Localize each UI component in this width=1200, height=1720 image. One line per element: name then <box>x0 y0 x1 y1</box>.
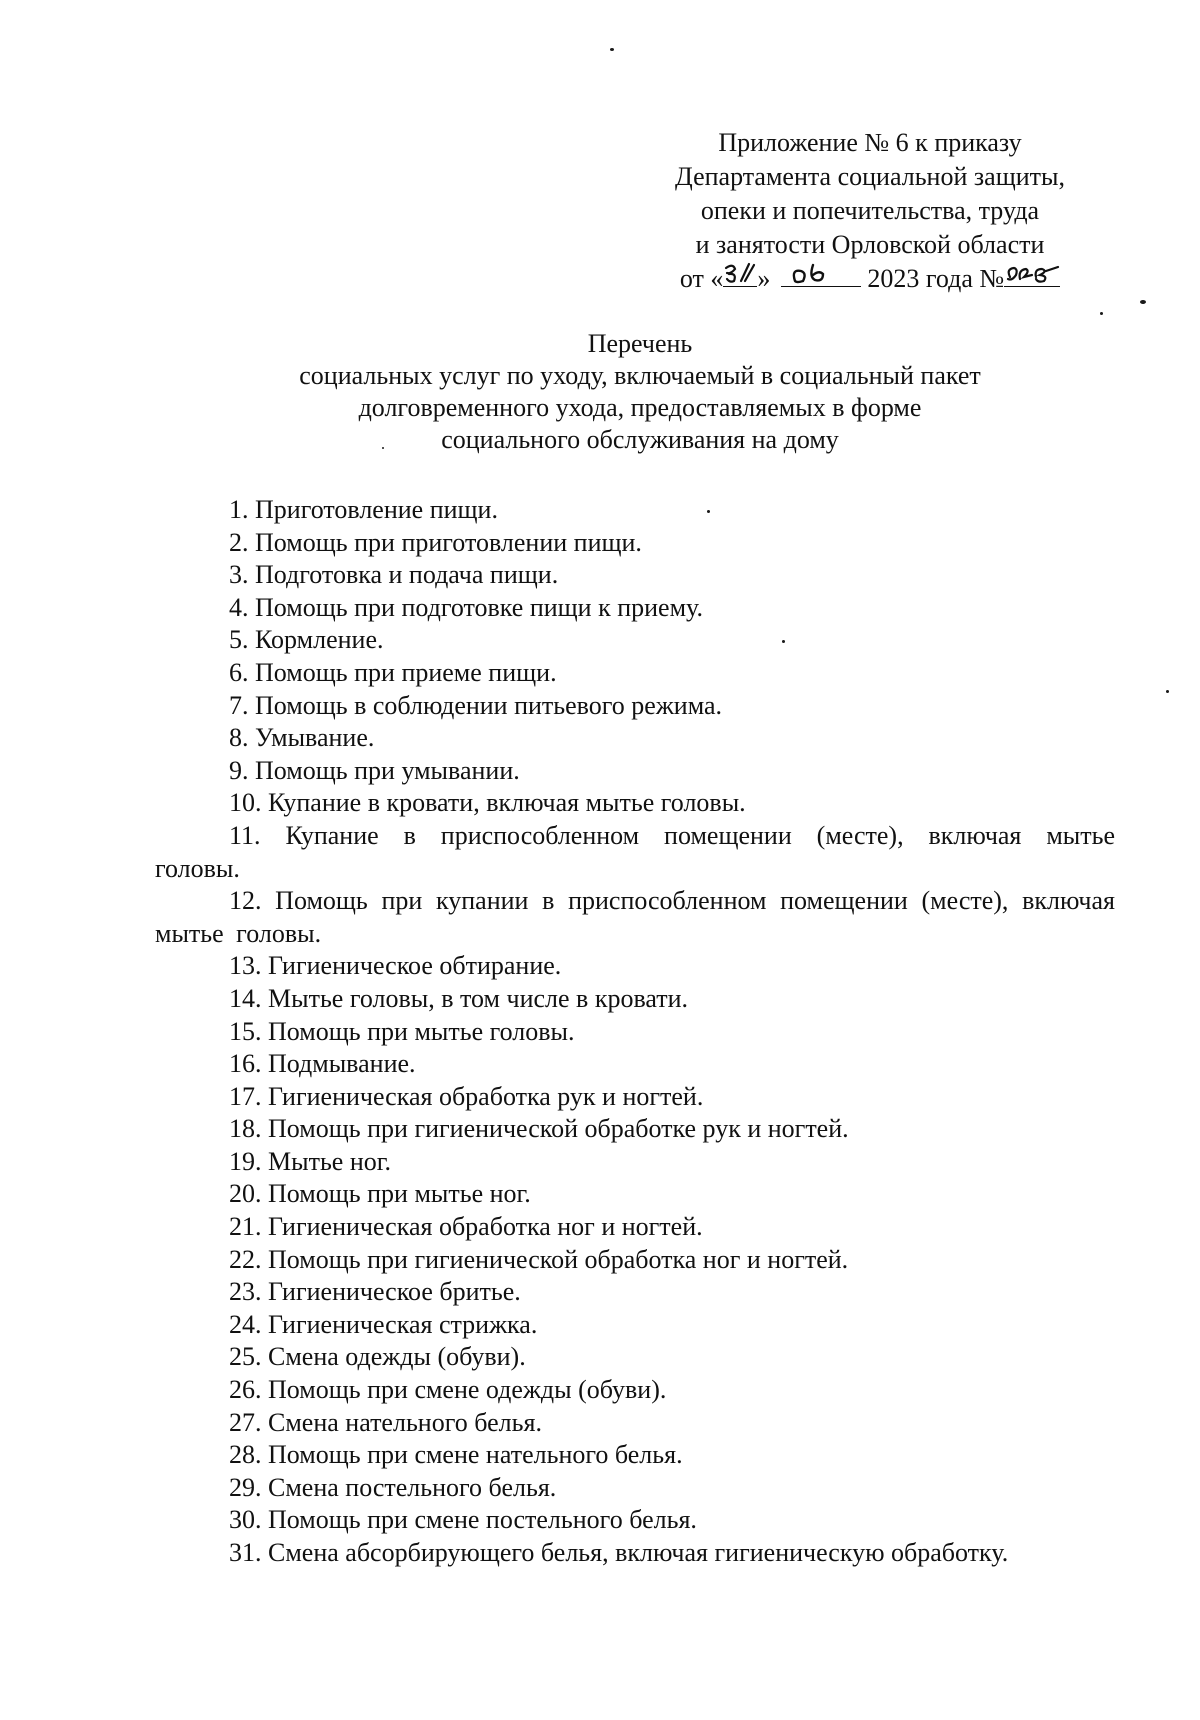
list-item: 10. Купание в кровати, включая мытье головы. <box>229 788 746 818</box>
handwritten-number-signature-icon <box>1004 261 1060 285</box>
date-prefix: от « <box>679 264 724 293</box>
list-item: 17. Гигиеническая обработка рук и ногтей. <box>229 1081 704 1111</box>
date-suffix: 2023 года № <box>860 264 1005 293</box>
scan-speck <box>610 48 614 51</box>
list-item: 19. Мытье ног. <box>229 1146 391 1176</box>
title-line-1: Перечень <box>587 329 693 358</box>
date-mid: » <box>757 264 771 293</box>
list-item: 5. Кормление. <box>229 625 384 655</box>
list-item: 30. Помощь при смене постельного белья. <box>229 1505 697 1535</box>
list-item: 11. Купание в приспособленном помещении (месте), включая мытье головы. <box>155 820 1115 883</box>
header-line-4: и занятости Орловской области <box>695 230 1045 259</box>
document-title <box>160 328 1120 456</box>
list-item: 25. Смена одежды (обуви). <box>229 1342 526 1372</box>
header-line-2: Департамента социальной защиты, <box>675 162 1065 191</box>
list-item: 23. Гигиеническое бритье. <box>229 1277 521 1307</box>
title-line-3: долговременного ухода, предоставляемых в форме <box>358 393 922 422</box>
list-item: 14. Мытье головы, в том числе в кровати. <box>229 983 689 1013</box>
list-item: 1. Приготовление пищи. <box>229 495 498 524</box>
scan-speck <box>1100 312 1103 315</box>
list-item: 21. Гигиеническая обработка ног и ногтей. <box>229 1212 703 1242</box>
list-item: 28. Помощь при смене нательного белья. <box>229 1440 683 1470</box>
list-item: 4. Помощь при подготовке пищи к приему. <box>229 592 703 622</box>
handwritten-order-number <box>1004 262 1060 287</box>
header-line-3: опеки и попечительства, труда <box>700 196 1040 225</box>
list-item: 20. Помощь при мытье ног. <box>229 1179 531 1209</box>
list-item: 15. Помощь при мытье головы. <box>229 1016 575 1046</box>
list-item: 16. Подмывание. <box>229 1049 416 1079</box>
list-item: 6. Помощь при приеме пищи. <box>229 657 557 687</box>
title-line-4: социального обслуживания на дому <box>441 425 839 454</box>
handwritten-day <box>723 262 757 287</box>
list-item: 13. Гигиеническое обтирание. <box>229 951 562 981</box>
handwritten-day-signature-icon <box>723 261 757 285</box>
list-item: 18. Помощь при гигиенической обработке рук и ногтей. <box>229 1114 849 1144</box>
list-item: 7. Помощь в соблюдении питьевого режима. <box>229 690 723 720</box>
list-item: 31. Смена абсорбирующего белья, включая гигиеническую обработку. <box>229 1538 1009 1567</box>
list-item: 2. Помощь при приготовлении пищи. <box>229 527 642 557</box>
scan-speck <box>1140 300 1146 304</box>
order-date-line <box>640 262 1100 296</box>
header-line-1: Приложение № 6 к приказу <box>718 128 1022 157</box>
services-list <box>155 494 1115 1570</box>
list-item: 8. Умывание. <box>229 723 375 753</box>
list-item: 3. Подготовка и подача пищи. <box>229 560 559 590</box>
title-line-2: социальных услуг по уходу, включаемый в социальный пакет <box>299 361 981 390</box>
handwritten-month-signature-icon <box>781 261 861 285</box>
list-item: 27. Смена нательного белья. <box>229 1407 542 1437</box>
list-item: 9. Помощь при умывании. <box>229 755 520 785</box>
list-item: 29. Смена постельного белья. <box>229 1472 557 1502</box>
approval-header <box>640 126 1100 296</box>
list-item: 26. Помощь при смене одежды (обуви). <box>229 1375 667 1405</box>
list-item: 22. Помощь при гигиенической обработка ног и ногтей. <box>229 1244 849 1274</box>
handwritten-month <box>781 262 861 287</box>
scan-speck <box>1166 690 1169 693</box>
list-item: 24. Гигиеническая стрижка. <box>229 1309 538 1339</box>
list-item: 12. Помощь при купании в приспособленном помещении (месте), включая мытье головы. <box>155 886 1115 948</box>
